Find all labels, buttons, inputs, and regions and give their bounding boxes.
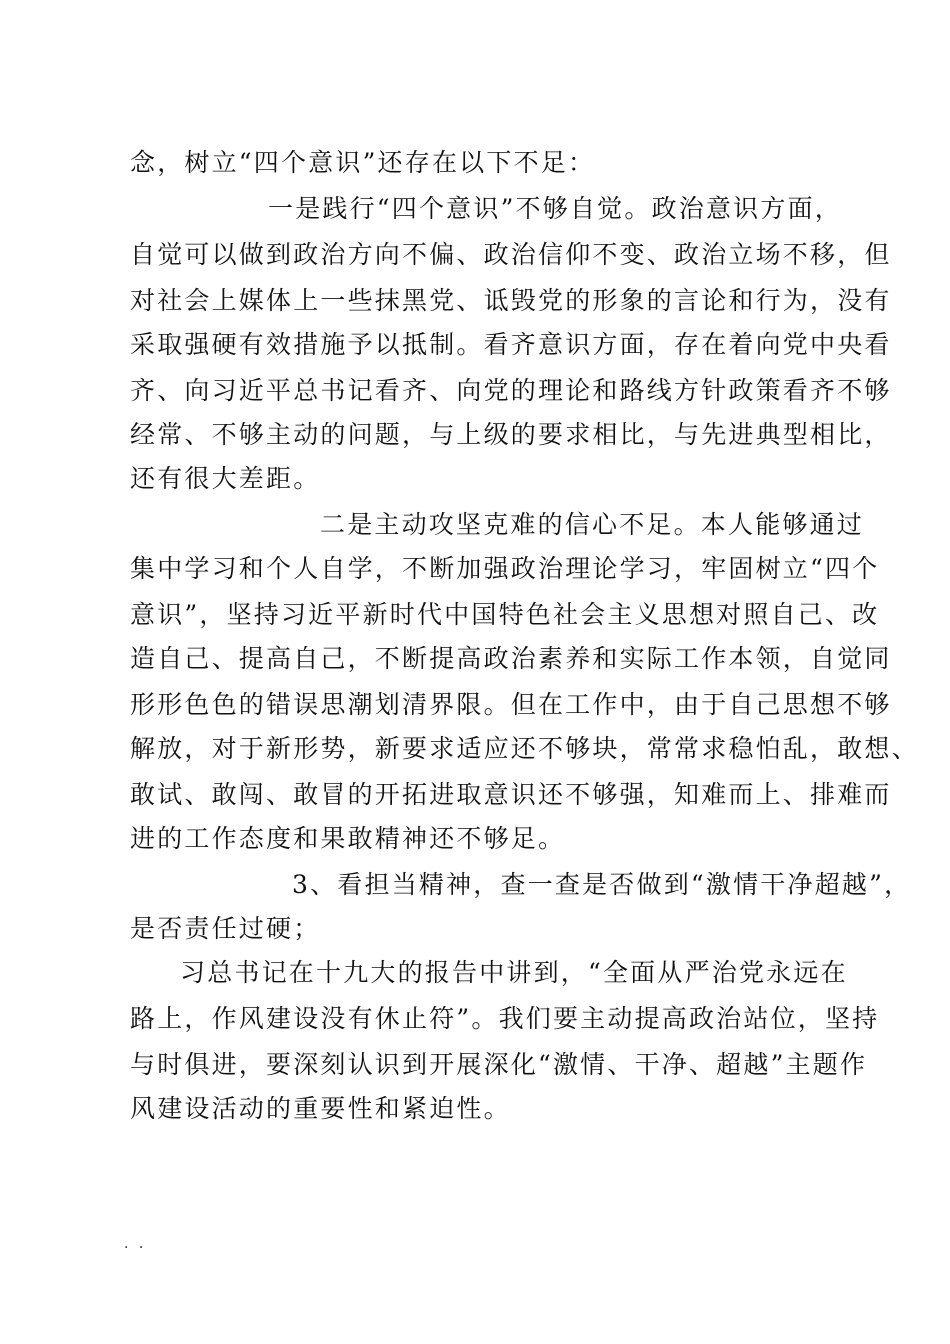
text-line-8: 还有很大差距。	[130, 464, 321, 493]
text-line-22: 风建设活动的重要性和紧迫性。	[130, 1094, 511, 1123]
text-line-13: 形形色色的错误思潮划清界限。但在工作中，由于自己思想不够	[130, 690, 892, 719]
text-line-7: 经常、不够主动的问题，与上级的要求相比，与先进典型相比，	[130, 420, 892, 449]
text-line-6: 齐、向习近平总书记看齐、向党的理论和路线方针政策看齐不够	[130, 376, 892, 405]
text-line-11: 意识”，坚持习近平新时代中国特色社会主义思想对照自己、改	[130, 600, 880, 629]
text-line-12: 造自己、提高自己，不断提高政治素养和实际工作本领，自觉同	[130, 644, 892, 673]
paragraph-2-start: 二是主动攻坚克难的信心不足。本人能够通过	[320, 510, 865, 539]
text-line-14: 解放，对于新形势，新要求适应还不够块，常常求稳怕乱，敢想、	[130, 734, 919, 763]
text-line-10: 集中学习和个人自学，不断加强政治理论学习，牢固树立“四个	[130, 554, 880, 583]
text-line-15: 敢试、敢闯、敢冒的开拓进取意识还不够强，知难而上、排难而	[130, 780, 892, 809]
text-line-20: 路上，作风建设没有休止符”。我们要主动提高政治站位，坚持	[130, 1004, 880, 1033]
text-line-1: 念，树立“四个意识”还存在以下不足：	[130, 148, 596, 177]
text-line-16: 进的工作态度和果敢精神还不够足。	[130, 824, 566, 853]
text-line-4: 对社会上媒体上一些抹黑党、诋毁党的形象的言论和行为，没有	[130, 286, 892, 315]
paragraph-1-start: 一是践行“四个意识”不够自觉。政治意识方面，	[268, 194, 842, 223]
section-3-heading: 3、看担当精神，查一查是否做到“激情干净超越”，	[292, 870, 912, 899]
footer-mark: . .	[124, 1236, 147, 1252]
section-3-heading-cont: 是否责任过硬；	[130, 914, 321, 943]
paragraph-3-start: 习总书记在十九大的报告中讲到，“全面从严治党永远在	[180, 958, 848, 987]
text-line-3: 自觉可以做到政治方向不偏、政治信仰不变、政治立场不移，但	[130, 240, 892, 269]
text-line-5: 采取强硬有效措施予以抵制。看齐意识方面，存在着向党中央看	[130, 330, 892, 359]
text-line-21: 与时俱进，要深刻认识到开展深化“激情、干净、超越”主题作	[130, 1050, 868, 1079]
